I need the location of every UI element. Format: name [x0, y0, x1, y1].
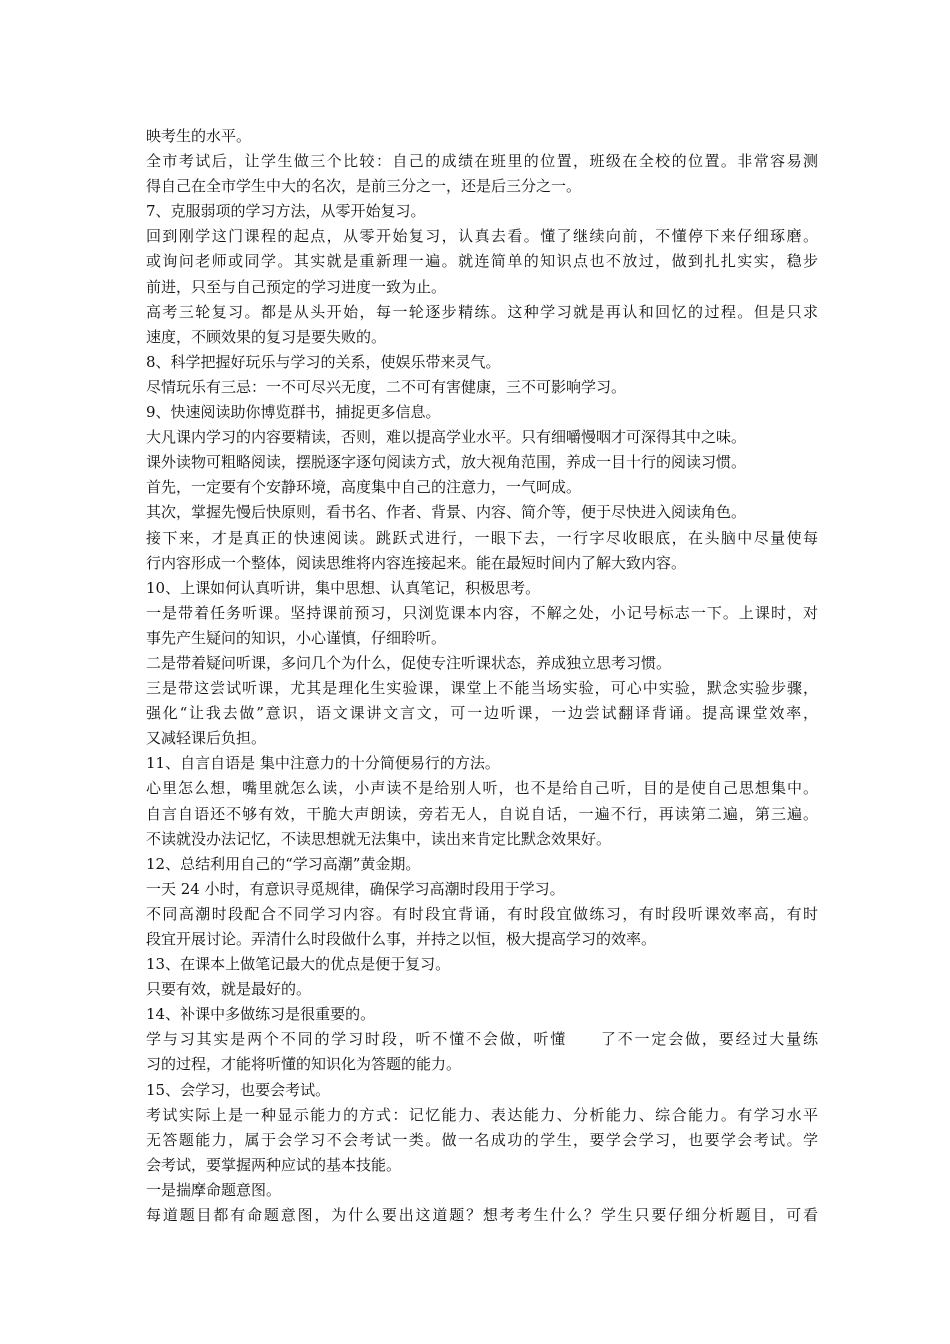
text-line: 尽情玩乐有三忌：一不可尽兴无度，二不可有害健康，三不可影响学习。: [146, 377, 627, 396]
text-line: 只要有效，就是最好的。: [146, 980, 312, 999]
section-heading: 8、科学把握好玩乐与学习的关系，使娱乐带来灵气。: [146, 352, 501, 371]
text-line: 大凡课内学习的内容要精读，否则，难以提高学业水平。只有细嚼慢咽才可深得其中之味。: [146, 428, 747, 447]
text-line: 其次，掌握先慢后快原则，看书名、作者、背景、内容、简介等，便于尽快进入阅读角色。: [146, 503, 747, 522]
text-line: 高考三轮复习。都是从头开始，每一轮逐步精练。这种学习就是再认和回忆的过程。但是只求: [146, 302, 818, 321]
text-line: 接下来，才是真正的快速阅读。跳跃式进行，一眼下去，一行字尽收眼底，在头脑中尽量使每: [146, 528, 818, 547]
text-line: 段宜开展讨论。弄清什么时段做什么事，并持之以恒，极大提高学习的效率。: [146, 930, 657, 948]
text-line: 速度，不顾效果的复习是要失败的。: [146, 327, 387, 346]
section-heading: 13、在课本上做笔记最大的优点是便于复习。: [146, 955, 451, 974]
text-line: 每道题目都有命题意图，为什么要出这道题？想考考生什么？学生只要仔细分析题目，可看: [146, 1206, 818, 1225]
text-line: 会考试，要掌握两种应试的基本技能。: [146, 1155, 402, 1174]
text-line: 无答题能力，属于会学习不会考试一类。做一名成功的学生，要学会学习，也要学会考试。学: [146, 1130, 818, 1149]
section-heading: 12、总结利用自己的“学习高潮”黄金期。: [146, 854, 421, 873]
section-heading: 7、克服弱项的学习方法，从零开始复习。: [146, 202, 426, 221]
text-line: 一天 24 小时，有意识寻觅规律，确保学习高潮时段用于学习。: [146, 879, 565, 898]
text-line: 心里怎么想，嘴里就怎么读，小声读不是给别人听，也不是给自己听，目的是使自己思想集中。: [146, 779, 818, 798]
text-line: 事先产生疑问的知识，小心谨慎，仔细聆听。: [146, 628, 447, 647]
document-body: [146, 124, 818, 1228]
text-line: 不读就没办法记忆，不读思想就无法集中，读出来肯定比默念效果好。: [146, 829, 612, 848]
text-line: 映考生的水平。: [146, 127, 252, 145]
text-line: 自言自语还不够有效，干脆大声朗读，旁若无人，自说自话，一遍不行，再读第二遍，第三遍。: [146, 804, 818, 823]
section-heading: 14、补课中多做练习是很重要的。: [146, 1005, 376, 1024]
text-line: 一是带着任务听课。坚持课前预习，只浏览课本内容，不解之处，小记号标志一下。上课时，对: [146, 603, 818, 622]
text-line: 二是带着疑问听课，多问几个为什么，促使专注听课状态，养成独立思考习惯。: [146, 653, 672, 672]
text-line: 或询问老师或同学。其实就是重新理一遍。就连简单的知识点也不放过，做到扎扎实实，稳步: [146, 252, 818, 271]
section-heading: 10、上课如何认真听讲，集中思想、认真笔记，积极思考。: [146, 578, 541, 597]
text-line: 行内容形成一个整体，阅读思维将内容连接起来。能在最短时间内了解大致内容。: [146, 553, 687, 572]
text-line: 首先，一定要有个安静环境，高度集中自己的注意力，一气呵成。: [146, 478, 582, 497]
text-line: 三是带这尝试听课，尤其是理化生实验课，课堂上不能当场实验，可心中实验，默念实验步骤，: [146, 679, 818, 698]
text-line: 又减轻课后负担。: [146, 729, 267, 748]
section-heading: 11、自言自语是 集中注意力的十分简便易行的方法。: [146, 754, 500, 773]
text-line: 考试实际上是一种显示能力的方式：记忆能力、表达能力、分析能力、综合能力。有学习水平: [146, 1105, 818, 1124]
text-line: 得自己在全市学生中大的名次，是前三分之一，还是后三分之一。: [146, 177, 582, 196]
text-line: 习的过程，才能将听懂的知识化为答题的能力。: [146, 1055, 462, 1074]
text-line: 学与习其实是两个不同的学习时段，听不懂不会做，听懂 了不一定会做，要经过大量练: [146, 1030, 818, 1049]
text-line: 课外读物可粗略阅读，摆脱逐字逐句阅读方式，放大视角范围，养成一目十行的阅读习惯。: [146, 453, 747, 472]
text-line: 全市考试后，让学生做三个比较：自己的成绩在班里的位置，班级在全校的位置。非常容易测: [146, 152, 818, 171]
text-line: 回到刚学这门课程的起点，从零开始复习，认真去看。懂了继续向前，不懂停下来仔细琢磨。: [146, 227, 818, 246]
text-line: 前进，只至与自己预定的学习进度一致为止。: [146, 277, 447, 296]
section-heading: 9、快速阅读助你博览群书，捕捉更多信息。: [146, 403, 441, 422]
section-heading: 15、会学习，也要会考试。: [146, 1080, 331, 1099]
text-line: 强化“让我去做”意识，语文课讲文言文，可一边听课，一边尝试翻译背诵。提高课堂效率，: [146, 704, 818, 723]
text-line: 一是揣摩命题意图。: [146, 1180, 282, 1199]
text-line: 不同高潮时段配合不同学习内容。有时段宜背诵，有时段宜做练习，有时段听课效率高，有时: [146, 904, 818, 923]
